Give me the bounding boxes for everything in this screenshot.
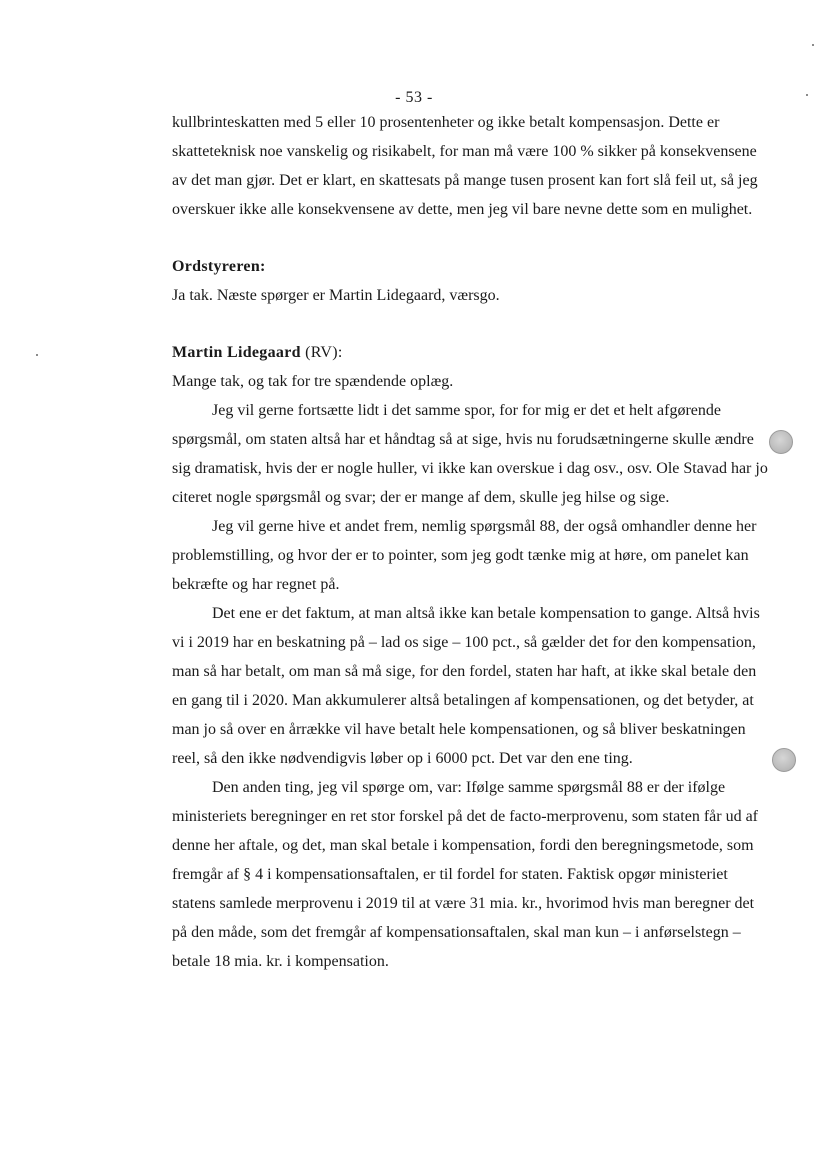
paragraph-spacer [172, 224, 772, 252]
speaker-heading-ordstyreren: Ordstyreren: [172, 258, 266, 275]
speaker-party: (RV): [300, 344, 343, 361]
paragraph-body: Jeg vil gerne hive et andet frem, nemlig spørgsmål 88, der også omhandler denne her problemstilling, og hvor der er to pointer, som jeg godt tænke mig at høre, om panelet kan bekræfte og har regnet på. [172, 518, 757, 593]
paragraph-thanks: Mange tak, og tak for tre spændende oplæg. [172, 373, 454, 390]
scan-speck [36, 354, 38, 356]
paragraph-body: Det ene er det faktum, at man altså ikke kan betale kompensation to gange. Altså hvis vi i 2019 har en beskatning på – lad os sige – 100 pct., så gælder det for den kompensation, man så har betalt, om man så må sige, for den fordel, staten har haft, at ikke skal betale den en gang til i 2020. Man akkumulerer altså betalingen af kompensationen, og det betyder, at man jo så over en årrække vil have betalt hele kompensationen, og så bliver beskatningen reel, så den ikke nødvendigvis løber op i 6000 pct. Det var den ene ting. [172, 605, 760, 767]
paragraph-body: Jeg vil gerne fortsætte lidt i det samme spor, for for mig er det et helt afgørende spørgsmål, om staten altså har et håndtag så at sige, hvis nu forudsætningerne skulle ændre sig dramatisk, hvis der er nogle huller, vi ikke kan overskue i dag osv., osv. Ole Stavad har jo citeret nogle spørgsmål og svar; der er mange af dem, skulle jeg hilse og sige. [172, 402, 768, 506]
paragraph-spacer [172, 310, 772, 338]
scan-speck [806, 94, 808, 96]
scan-speck [812, 44, 814, 46]
punch-hole-mark [769, 430, 793, 454]
paragraph-ordstyreren: Ja tak. Næste spørger er Martin Lidegaard, værsgo. [172, 287, 500, 304]
paragraph-body: Den anden ting, jeg vil spørge om, var: Ifølge samme spørgsmål 88 er der ifølge ministeriets beregninger en ret stor forskel på det de facto-merprovenu, som staten får ud af denne her aftale, og det, man skal betale i kompensation, fordi den beregningsmetode, som fremgår af § 4 i kompensationsaftalen, er til fordel for staten. Faktisk opgør ministeriet statens samlede merprovenu i 2019 til at være 31 mia. kr., hvorimod hvis man beregner det på den måde, som det fremgår af kompensationsaftalen, skal man kun – i anførselstegn – betale 18 mia. kr. i kompensation. [172, 779, 759, 970]
speaker-name: Martin Lidegaard [172, 344, 301, 361]
speaker-heading-martin-lidegaard [172, 338, 772, 367]
paragraph-continuation: kullbrinteskatten med 5 eller 10 prosentenheter og ikke betalt kompensasjon. Dette er skatteteknisk noe vanskelig og risikabelt, for man må være 100 % sikker på konsekvensene av det man gjør. Det er klart, en skattesats på mange tusen prosent kan fort slå feil ut, så jeg overskuer ikke alle konsekvensene av dette, men jeg vil bare nevne dette som en mulighet. [172, 114, 758, 218]
document-body [172, 108, 772, 976]
punch-hole-mark [772, 748, 796, 772]
page-number: - 53 - [395, 89, 433, 106]
